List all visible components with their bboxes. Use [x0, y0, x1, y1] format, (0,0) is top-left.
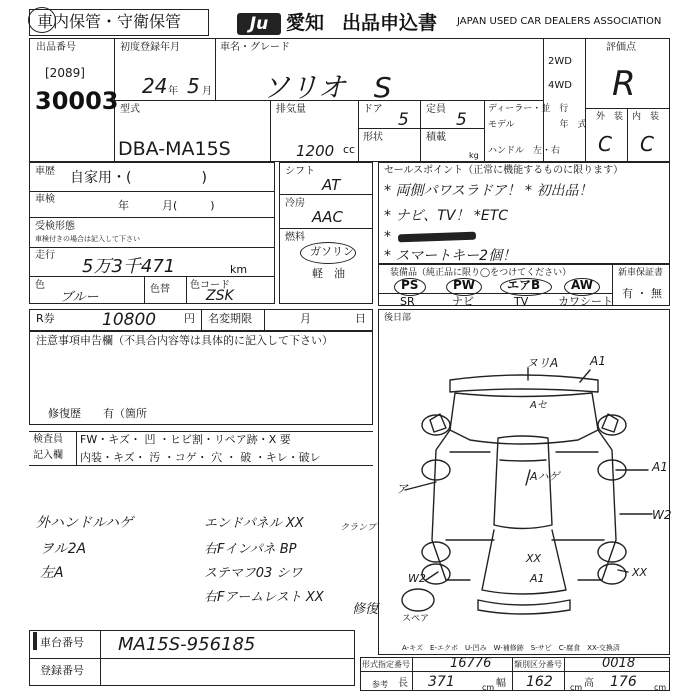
mark-left-side: ア: [396, 482, 409, 496]
first-reg-label: 初度登録年月: [120, 42, 180, 53]
mark-near-roof: Aセ: [530, 400, 547, 411]
drive-4wd: 4WD: [548, 80, 572, 91]
model-year-label: モデル 年 式: [488, 120, 587, 130]
note-right-2: 右Fインパネ BP: [204, 542, 297, 557]
pointer-left-side: [405, 482, 436, 490]
fuel-value: ガソリン: [310, 245, 354, 258]
pointer-left-w2: [426, 572, 438, 580]
equip-navi: ナビ: [452, 295, 474, 308]
equipment-label: 装備品（純正品に限り◯をつけてください）: [390, 268, 572, 278]
mark-left-w2: W2: [408, 572, 426, 585]
warranty-opts: 有 ・ 無: [622, 287, 662, 300]
width-cm: cm: [570, 683, 583, 692]
notes-label: 注意事項申告欄（不具合内容等は具体的に記入して下さい）: [36, 334, 333, 347]
name-grade-label: 車名・グレード: [220, 42, 290, 53]
spare-tire: [402, 589, 434, 611]
equip-aw: AW: [571, 278, 593, 292]
reg-year-unit: 年: [168, 86, 178, 97]
fuel-diesel: 軽 油: [312, 267, 345, 280]
cooler-label: 冷房: [285, 198, 305, 209]
doors-label: ドア: [363, 104, 383, 115]
lot-number: 30003: [35, 87, 119, 115]
storage-tab-label: 車内保管・守衛保管: [37, 12, 182, 31]
sales-point-4: * スマートキー2個！: [384, 248, 517, 264]
wheel-rear-right-2: [598, 564, 626, 584]
name-change-label: 名変期限: [208, 312, 252, 325]
signature: 修復: [352, 602, 379, 617]
sales-point-1: * 両側パワスラドア！ * 初出品！: [384, 183, 593, 199]
color-swap-label: 色替: [150, 284, 170, 295]
inspection-label: 車検: [35, 194, 55, 205]
ac-value: AAC: [312, 208, 343, 226]
rating-label: 評価点: [606, 42, 636, 53]
ju-logo-text: Ju: [249, 14, 269, 34]
equip-ps: PS: [401, 278, 419, 292]
mileage-label: 走行: [35, 250, 55, 261]
equip-sr: SR: [400, 295, 415, 308]
model-code: DBA-MA15S: [118, 138, 231, 160]
length-label: 長: [398, 678, 408, 689]
mark-a1-top: A1: [590, 354, 606, 368]
kg-unit: kg: [469, 151, 479, 160]
color-label: 色: [35, 280, 45, 291]
km-unit: km: [230, 263, 248, 276]
note-left-2: ヲル2A: [40, 541, 87, 557]
reg-year: 24: [142, 74, 168, 98]
recorder-label: 記入欄: [33, 450, 63, 461]
name-change-fields: 月 日: [300, 312, 366, 325]
exterior-value: C: [598, 132, 612, 156]
rear-seat-label: 後日部: [384, 313, 412, 323]
yen-unit: 円: [184, 312, 195, 325]
seats-value: 5: [456, 110, 467, 130]
note-left-1: 外ハンドルハゲ: [36, 515, 134, 531]
color-code-value: ZSK: [206, 288, 234, 304]
mark-rear-a: A1: [530, 572, 545, 585]
length-value: 371: [428, 674, 455, 690]
mark-right-a1: A1: [652, 460, 668, 474]
front-bumper: [450, 375, 598, 392]
equip-tv: TV: [514, 295, 529, 308]
lot-no-label: 出品番号: [36, 42, 76, 53]
car-name: ソリオ S: [262, 71, 392, 104]
new-warranty-label: 新車保証書: [618, 268, 664, 278]
class-no-value: 0018: [602, 656, 636, 671]
rear-bumper: [478, 600, 570, 614]
shape-label: 形状: [363, 132, 383, 143]
windshield-line: [500, 460, 546, 461]
color-code-label: 色コード: [190, 280, 230, 291]
inspection-row-2: 内装・キズ・ 汚 ・コゲ・ 穴 ・ 破 ・キレ・破レ: [80, 451, 321, 464]
color-value: ブルー: [60, 290, 99, 305]
load-label: 積載: [426, 132, 446, 143]
r-ticket-value: 10800: [102, 310, 157, 330]
logo-region: 愛知: [286, 12, 325, 34]
inspector-label: 検査員: [33, 434, 63, 445]
note-right-4: 右Fアームレスト XX: [204, 590, 324, 605]
drive-2wd: 2WD: [548, 56, 572, 67]
reg-month: 5: [187, 74, 200, 98]
doors-value: 5: [398, 110, 409, 130]
form-title: 出品申込書: [342, 12, 438, 34]
width-value: 162: [526, 674, 553, 690]
history-label: 車歴: [35, 166, 55, 177]
chassis-value: MA15S-956185: [118, 634, 256, 655]
accept-note: 車検付きの場合は記入して下さい: [35, 235, 140, 243]
sales-point-2: * ナビ、TV！ *ETC: [384, 208, 509, 224]
pointer-a1-top: [580, 370, 590, 382]
mark-rear-right: XX: [632, 566, 648, 579]
mark-roof: Aハゲ: [530, 470, 560, 483]
handle-label: ハンドル 左・右: [488, 146, 561, 156]
dealer-label: ディーラー・並 行: [488, 104, 569, 114]
cc-unit: cc: [343, 143, 356, 156]
height-label: 高: [584, 678, 594, 689]
interior-value: C: [640, 132, 654, 156]
note-left-3: 左A: [40, 565, 64, 581]
equip-airbag: エアB: [507, 278, 541, 292]
bracket-note: クランプ: [340, 523, 377, 533]
shift-label: シフト: [285, 166, 315, 177]
shift-value: AT: [322, 176, 341, 194]
accept-label: 受検形態: [35, 221, 75, 232]
damage-legend: A-キズ E-エクボ U-凹み W-補修跡 S-サビ C-腐食 XX-交換済: [402, 644, 620, 652]
r-ticket-label: R券: [36, 312, 55, 325]
sales-point-label: セールスポイント（正常に機能するものに限ります）: [384, 165, 624, 176]
lot-prefix: [2089]: [45, 66, 85, 80]
length-cm: cm: [482, 683, 495, 692]
repair-history: 修復歴 有（箇所: [48, 407, 147, 420]
seats-label: 定員: [426, 104, 446, 115]
mark-rear-xx: XX: [526, 552, 542, 565]
height-value: 176: [610, 674, 637, 690]
history-value: 自家用・( ): [70, 170, 207, 186]
rating-value: R: [612, 64, 636, 104]
equip-pw: PW: [453, 278, 476, 292]
class-no-label: 類別区分番号: [514, 660, 562, 669]
note-right-3: ステマフ03 シワ: [204, 566, 303, 581]
inspection-row-1: FW・キズ・ 凹 ・ヒビ割・リペア跡・X 要: [80, 433, 291, 446]
displacement-label: 排気量: [276, 104, 306, 115]
displacement-value: 1200: [296, 142, 335, 160]
org-name: JAPAN USED CAR DEALERS ASSOCIATION: [457, 16, 662, 27]
model-label: 型式: [120, 104, 140, 115]
equip-leather: カワシート: [558, 295, 613, 308]
width-label: 幅: [496, 678, 506, 689]
note-right-1: エンドパネル XX: [204, 516, 304, 531]
type-no-label: 形式指定番号: [362, 660, 410, 669]
ref-label: 参考: [372, 680, 388, 689]
sales-point-3: *: [384, 229, 391, 245]
mark-right-w2: W2: [652, 508, 672, 522]
inspection-fields: 年 月( ): [118, 199, 215, 212]
type-no-value: 16776: [450, 656, 492, 671]
reg-month-unit: 月: [202, 86, 212, 97]
spare-label: スペア: [402, 614, 430, 624]
height-cm: cm: [654, 683, 667, 692]
ext-int-label: 外 装 内 装: [596, 112, 660, 122]
pointer-rear-right: [618, 570, 628, 572]
mark-top-a: ヌリA: [526, 356, 559, 370]
reg-no-label: 登録番号: [40, 664, 84, 677]
fuel-label: 燃料: [285, 232, 305, 243]
mileage-value: 5万3千471: [82, 256, 176, 277]
chassis-label: 車台番号: [40, 636, 84, 649]
